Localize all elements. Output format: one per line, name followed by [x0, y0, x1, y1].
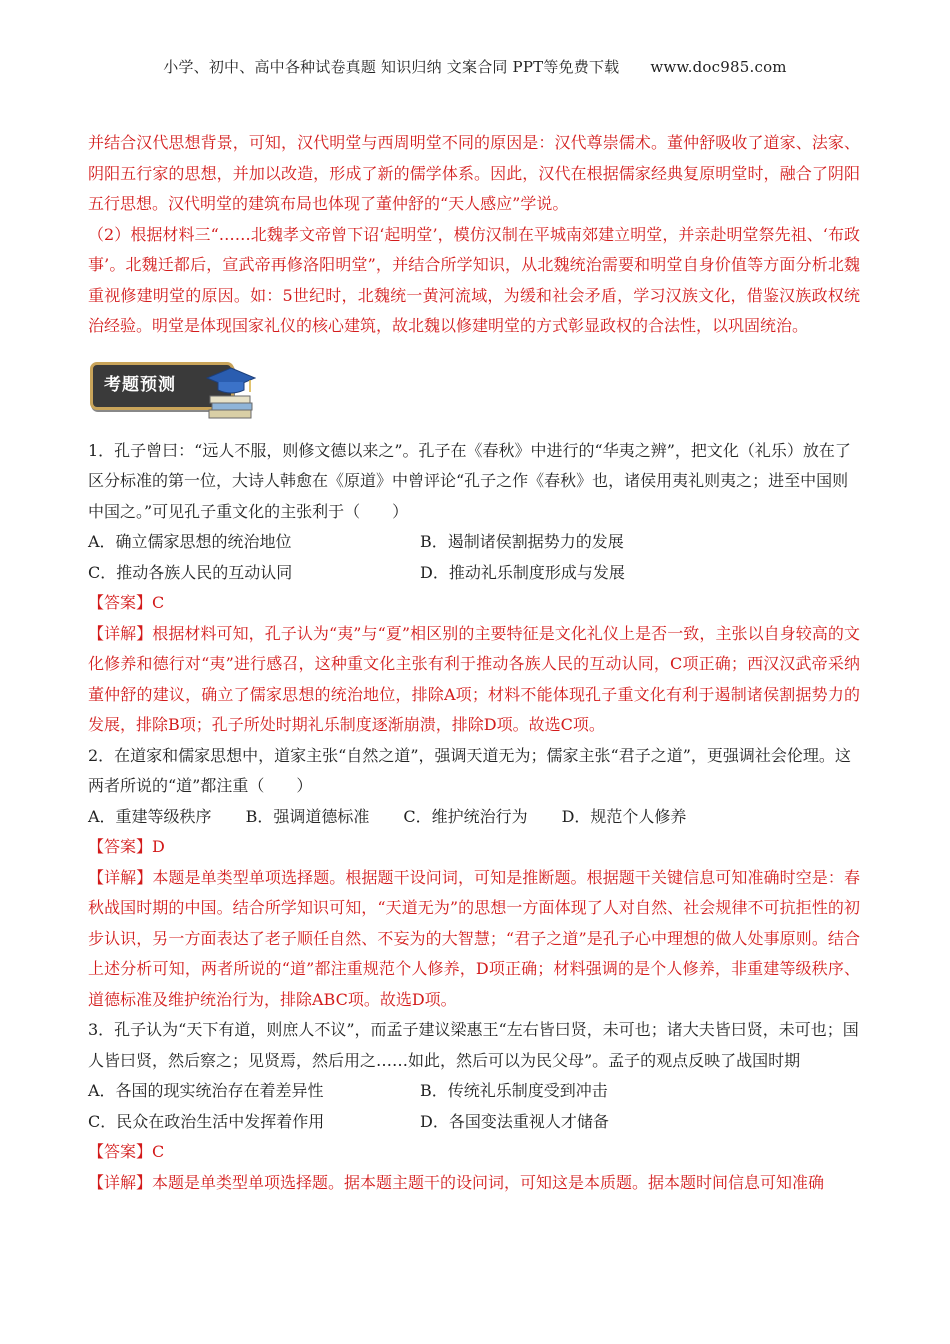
question-3 — [88, 1015, 860, 1198]
question-3-answer: 【答案】C — [88, 1142, 165, 1161]
option-c: C．推动各族人民的互动认同 — [88, 562, 293, 582]
question-1 — [88, 436, 860, 741]
intro-paragraph-1: 并结合汉代思想背景，可知，汉代明堂与西周明堂不同的原因是：汉代尊崇儒术。董仲舒吸收了道家、法家、阴阳五行家的思想，并加以改造，形成了新的儒学体系。因此，汉代在根据儒家经典复原明堂时，融合了阴阳五行思想。汉代明堂的建筑布局也体现了董仲舒的“天人感应”学说。 — [88, 133, 860, 213]
intro-paragraph-2: （2）根据材料三“……北魏孝文帝曾下诏‘起明堂’，模仿汉制在平城南郊建立明堂，并亲赴明堂祭先祖、‘布政事’。北魏迁都后，宣武帝再修洛阳明堂”，并结合所学知识，从北魏统治需要和明堂自身价值等方面分析北魏重视修建明堂的原因。如：5世纪时，北魏统一黄河流域，为缓和社会矛盾，学习汉族文化，借鉴汉族政权统治经验。明堂是体现国家礼仪的核心建筑，故北魏以修建明堂的方式彰显政权的合法性，以巩固统治。 — [88, 224, 860, 335]
option-d: D．推动礼乐制度形成与发展 — [420, 562, 625, 582]
question-3-detail — [88, 1168, 860, 1199]
option-b: B．遏制诸侯割据势力的发展 — [420, 532, 624, 551]
question-1-stem: 1．孔子曾曰：“远人不服，则修文德以来之”。孔子在《春秋》中进行的“华夷之辨”，把文化（礼乐）放在了区分标准的第一位，大诗人韩愈在《原道》中曾评论“孔子之作《春秋》也，诸侯用夷礼则夷之；进至中国则中国之。”可见孔子重文化的主张利于（ ） — [88, 440, 851, 521]
option-b: B．传统礼乐制度受到冲击 — [420, 1081, 608, 1100]
option-a: A．确立儒家思想的统治地位 — [88, 532, 292, 551]
detail-label: 【详解】 — [88, 1172, 153, 1192]
option-d: D．各国变法重视人才储备 — [420, 1111, 609, 1131]
question-1-detail — [88, 619, 860, 741]
question-2-stem: 2．在道家和儒家思想中，道家主张“自然之道”，强调天道无为；儒家主张“君子之道”，更强调社会伦理。这两者所说的“道”都注重（ ） — [88, 745, 851, 795]
option-c: C．维护统治行为 — [403, 806, 528, 826]
graduation-cap-icon — [206, 366, 256, 396]
option-c: C．民众在政治生活中发挥着作用 — [88, 1111, 325, 1131]
question-3-stem: 3．孔子认为“天下有道，则庶人不议”，而孟子建议梁惠王“左右皆曰贤，未可也；诸大夫皆曰贤，未可也；国人皆曰贤，然后察之；见贤焉，然后用之……如此，然后可以为民父母”。孟子的观点反映了战国时期 — [88, 1020, 859, 1070]
header-site-link[interactable]: www.doc985.com — [650, 58, 787, 76]
option-d: D．规范个人修养 — [561, 806, 687, 826]
question-2-detail — [88, 863, 860, 1016]
question-1-options — [88, 527, 860, 588]
question-2-options — [88, 802, 860, 833]
page-header — [0, 56, 950, 77]
option-a: A．各国的现实统治存在着差异性 — [88, 1081, 324, 1100]
books-icon — [208, 394, 254, 420]
option-a: A．重建等级秩序 — [88, 806, 212, 826]
banner-label: 考题预测 — [104, 374, 176, 395]
header-text: 小学、初中、高中各种试卷真题 知识归纳 文案合同 PPT等免费下载 — [163, 58, 620, 76]
question-3-options — [88, 1076, 860, 1137]
detail-label: 【详解】 — [88, 867, 153, 887]
option-b: B．强调道德标准 — [245, 806, 370, 826]
detail-label: 【详解】 — [88, 623, 153, 643]
question-2 — [88, 741, 860, 1016]
question-2-answer: 【答案】D — [88, 837, 165, 856]
question-1-answer: 【答案】C — [88, 593, 165, 612]
detail-text: 根据材料可知，孔子认为“夷”与“夏”相区别的主要特征是文化礼仪上是否一致，主张以自身较高的文化修养和德行对“夷”进行感召，这种重文化主张有利于推动各族人民的互动认同，C项正确；西汉汉武帝采纳董仲舒的建议，确立了儒家思想的统治地位，排除A项；材料不能体现孔子重文化有利于遏制诸侯割据势力的发展，排除B项；孔子所处时期礼乐制度逐渐崩溃，排除D项。故选C项。 — [88, 623, 860, 734]
document-body — [88, 128, 860, 1198]
detail-text: 本题是单类型单项选择题。根据题干设问词，可知是推断题。根据题干关键信息可知准确时空是：春秋战国时期的中国。结合所学知识可知，“天道无为”的思想一方面体现了人对自然、社会规律不可抗拒性的初步认识，另一方面表达了老子顺任自然、不妄为的大智慧；“君子之道”是孔子心中理想的做人处事原则。结合上述分析可知，两者所说的“道”都注重规范个人修养，D项正确；材料强调的是个人修养，非重建等级秩序、道德标准及维护统治行为，排除ABC项。故选D项。 — [88, 867, 860, 1009]
detail-text: 本题是单类型单项选择题。据本题主题干的设问词，可知这是本质题。据本题时间信息可知准确 — [152, 1172, 825, 1192]
exam-prediction-banner — [90, 354, 260, 426]
